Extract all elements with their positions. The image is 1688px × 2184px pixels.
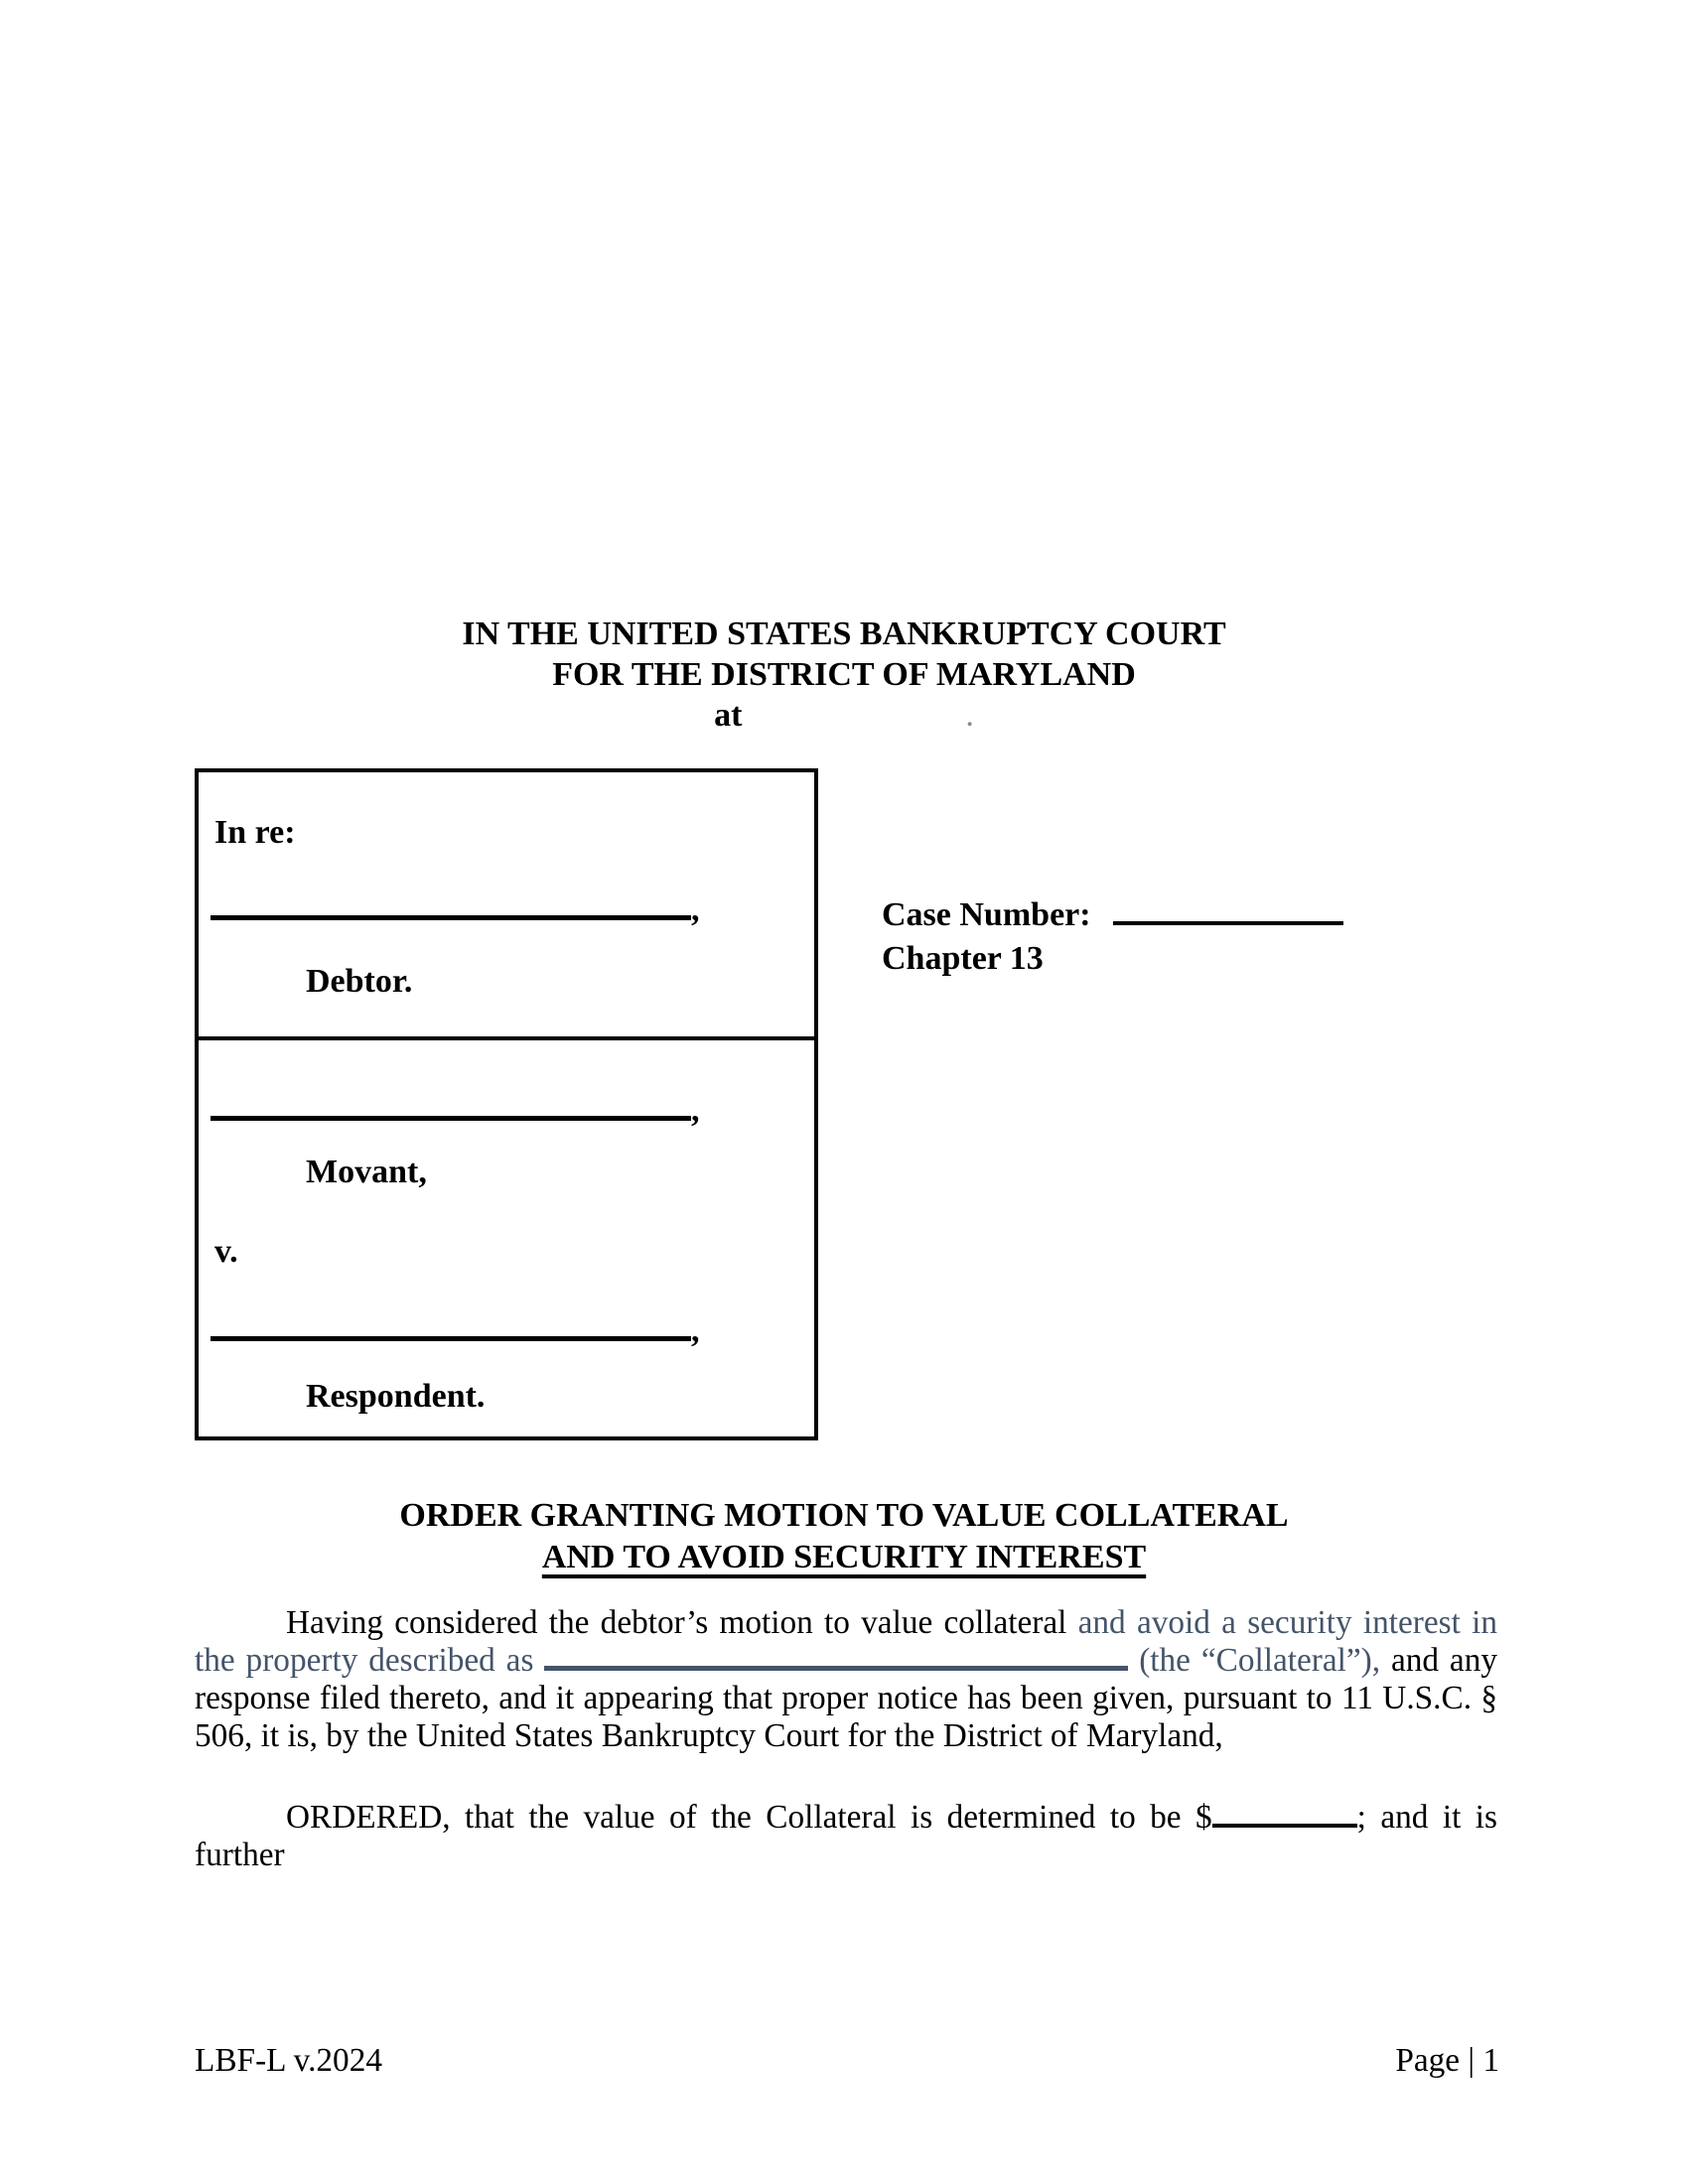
respondent-label: Respondent.	[306, 1378, 486, 1415]
movant-name-blank	[211, 1080, 691, 1121]
case-number-label: Case Number:	[882, 896, 1091, 933]
location-line	[0, 695, 1688, 736]
court-header	[0, 614, 1688, 736]
case-number-row	[882, 887, 1343, 937]
ordered-text-1: ORDERED, that the value of the Collateral is determined to be $	[286, 1799, 1212, 1836]
debtor-label: Debtor.	[306, 963, 413, 1000]
in-re-label: In re:	[214, 814, 296, 851]
caption-divider	[195, 1036, 818, 1040]
chapter-label: Chapter 13	[882, 940, 1044, 977]
recitals-accent-1: and avoid a security interest in the property described as	[195, 1604, 1497, 1679]
recitals-text-1: Having considered the debtor’s motion to value collateral	[286, 1604, 1078, 1641]
recitals-accent-2: (the “Collateral”),	[1128, 1642, 1381, 1679]
respondent-name-comma: ,	[691, 1312, 700, 1349]
respondent-name-blank	[211, 1300, 691, 1341]
court-name-line: IN THE UNITED STATES BANKRUPTCY COURT	[462, 615, 1226, 652]
respondent-name-row	[211, 1300, 700, 1350]
recitals-paragraph	[195, 1604, 1497, 1755]
collateral-description-blank	[544, 1666, 1128, 1671]
debtor-name-comma: ,	[691, 891, 700, 928]
caption-box	[195, 768, 818, 1440]
case-number-blank	[1113, 887, 1343, 925]
debtor-name-row	[211, 880, 700, 929]
movant-name-row	[211, 1080, 700, 1130]
versus-label: v.	[214, 1233, 238, 1270]
order-title-line1: ORDER GRANTING MOTION TO VALUE COLLATERAL	[399, 1497, 1289, 1534]
district-line: FOR THE DISTRICT OF MARYLAND	[552, 656, 1136, 693]
collateral-value-blank	[1212, 1824, 1357, 1828]
order-title	[0, 1495, 1688, 1578]
ordered-paragraph	[195, 1799, 1497, 1874]
recitals-text-2: and any response filed thereto, and it appearing that proper notice has been given, pursuant to 11 U.S.C. § 506, it is, by the United States Bankruptcy Court for the District of Maryland,	[195, 1642, 1497, 1754]
case-info	[882, 887, 1343, 981]
debtor-name-blank	[211, 880, 691, 920]
page-number-label: Page | 1	[1395, 2042, 1499, 2079]
ordered-text-2: ; and it is further	[195, 1799, 1497, 1873]
at-label: at	[714, 697, 743, 734]
form-version-label: LBF-L v.2024	[195, 2042, 382, 2079]
location-period: .	[965, 697, 974, 734]
movant-name-comma: ,	[691, 1092, 700, 1129]
movant-label: Movant,	[306, 1154, 427, 1190]
order-title-line2: AND TO AVOID SECURITY INTEREST	[541, 1539, 1147, 1575]
